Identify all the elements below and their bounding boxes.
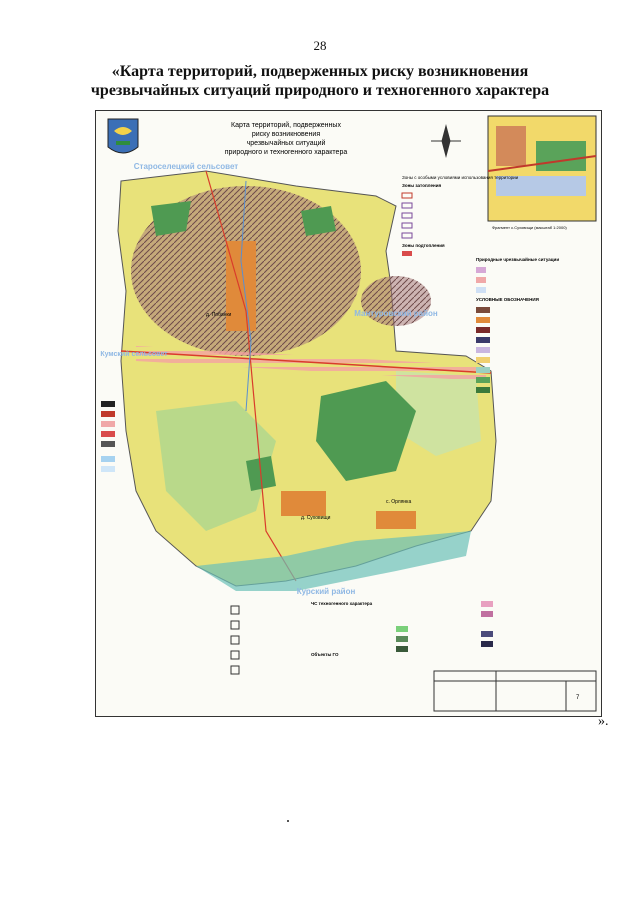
legend-general-title: УСЛОВНЫЕ ОБОЗНАЧЕНИЯ: [476, 297, 539, 302]
fragment-inset: [488, 116, 596, 230]
label-west: Кумский сельсовет: [100, 351, 168, 358]
title-block-stamp: [434, 671, 596, 711]
label-village-north: д. Побанки: [206, 312, 232, 318]
legend-natural-title: Природные чрезвычайные ситуации: [476, 257, 560, 262]
legend-tech-title: ЧС техногенного характера: [311, 601, 373, 606]
legend-zones-title: Зоны с особыми условиями использования территории: [402, 175, 519, 180]
hazard-map: [95, 110, 602, 717]
label-east: Мантуровский район: [354, 309, 438, 318]
legend-go-title: Объекты ГО: [311, 652, 339, 657]
forest-area: [151, 201, 191, 236]
legend-bottom: [231, 601, 493, 674]
map-title-line-1: Карта территорий, подверженных: [231, 122, 341, 129]
label-north: Староселецкий сельсовет: [133, 162, 239, 171]
forest-area: [301, 206, 336, 236]
fragment-title: Фрагмент с.Суховищи (масштаб 1:2000): [492, 225, 567, 230]
document-title-line-1: «Карта территорий, подверженных риску возникновения: [111, 63, 529, 80]
legend-natural: [476, 256, 559, 393]
compass-rose-icon: [431, 126, 461, 156]
coat-of-arms-icon: [108, 119, 138, 153]
label-village-center: д. Суховищи: [301, 515, 331, 521]
map-title-line-3: чрезвычайных ситуаций: [246, 140, 326, 147]
closing-quote: ».: [598, 714, 609, 729]
stamp-sheet-number: 7: [576, 695, 580, 701]
map-title-line-2: риску возникновения: [251, 131, 321, 138]
legend-fire-title: Зоны подтопления: [402, 243, 445, 248]
label-south: Курский район: [296, 587, 356, 596]
label-village-south: с. Орлянка: [386, 499, 412, 505]
legend-left: [101, 401, 115, 472]
document-title-line-2: чрезвычайных ситуаций природного и техногенного характера: [90, 82, 550, 99]
page-number: 28: [313, 38, 327, 53]
map-title-line-4: природного и техногенного характера: [224, 149, 348, 156]
village-block: [281, 491, 326, 516]
hazard-zone: [361, 276, 431, 326]
document-title: [60, 62, 580, 100]
scan-dot: [287, 820, 289, 822]
village-block: [376, 511, 416, 529]
legend-flood-title: Зоны затопления: [402, 183, 442, 188]
